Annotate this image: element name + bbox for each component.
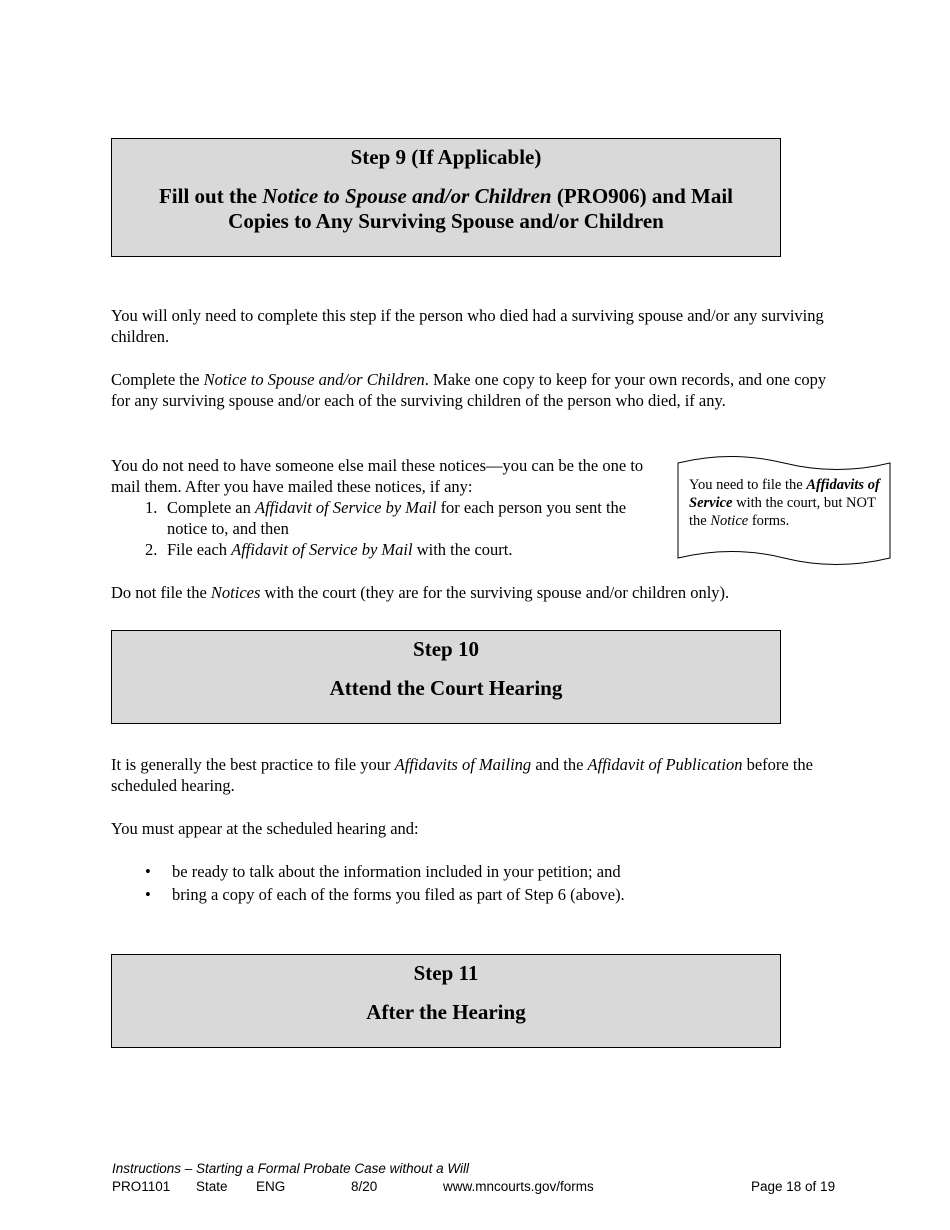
paragraph-mail-notices: You do not need to have someone else mail these notices—you can be the one to mail them. After you have mailed these notices, if any: <box>111 456 644 496</box>
step-10-number: Step 10 <box>413 637 479 661</box>
step-10-header <box>111 630 781 724</box>
list-item: 1. Complete an Affidavit of Service by Mail for each person you sent the notice to, and then <box>145 498 627 538</box>
footer-date: 8/20 <box>351 1179 378 1194</box>
footer-title: Instructions – Starting a Formal Probate Case without a Will <box>112 1161 470 1176</box>
step-9-title: Fill out the Notice to Spouse and/or Children (PRO906) and Mail Copies to Any Surviving Spouse and/or Children <box>158 184 734 233</box>
paragraph-do-not-file: Do not file the Notices with the court (they are for the surviving spouse and/or children only). <box>111 583 730 602</box>
step-9-number: Step 9 (If Applicable) <box>350 145 542 169</box>
list-item: 2. File each Affidavit of Service by Mail with the court. <box>145 540 513 559</box>
footer-page-number: Page 18 of 19 <box>751 1179 836 1194</box>
footer-url: www.mncourts.gov/forms <box>443 1179 594 1194</box>
paragraph-applicability: You will only need to complete this step if the person who died had a surviving spouse and/or any surviving children. <box>111 306 824 346</box>
paragraph-appear-hearing: You must appear at the scheduled hearing and: <box>111 819 419 838</box>
list-item: • bring a copy of each of the forms you filed as part of Step 6 (above). <box>145 885 625 904</box>
step-9-header <box>111 138 781 257</box>
step-11-title: After the Hearing <box>366 1000 526 1024</box>
footer-form-number: PRO1101 <box>112 1179 171 1194</box>
affidavit-steps-list <box>145 497 655 560</box>
hearing-bullet-list <box>145 860 845 906</box>
paragraph-complete-notice: Complete the Notice to Spouse and/or Children. Make one copy to keep for your own records, and one copy for any surviving spouse and/or each of the surviving children of the person who died, if any. <box>111 370 827 410</box>
callout-note: You need to file the Affidavits of Service with the court, but NOT the Notice forms. <box>689 477 880 529</box>
paragraph-best-practice: It is generally the best practice to file your Affidavits of Mailing and the Affidavit of Publication before the scheduled hearing. <box>111 755 813 795</box>
list-item: • be ready to talk about the information included in your petition; and <box>145 862 621 881</box>
footer-scope: State <box>196 1179 228 1194</box>
footer-language: ENG <box>256 1179 286 1194</box>
step-11-number: Step 11 <box>413 961 479 985</box>
step-11-header <box>111 954 781 1048</box>
step-10-title: Attend the Court Hearing <box>329 676 563 700</box>
